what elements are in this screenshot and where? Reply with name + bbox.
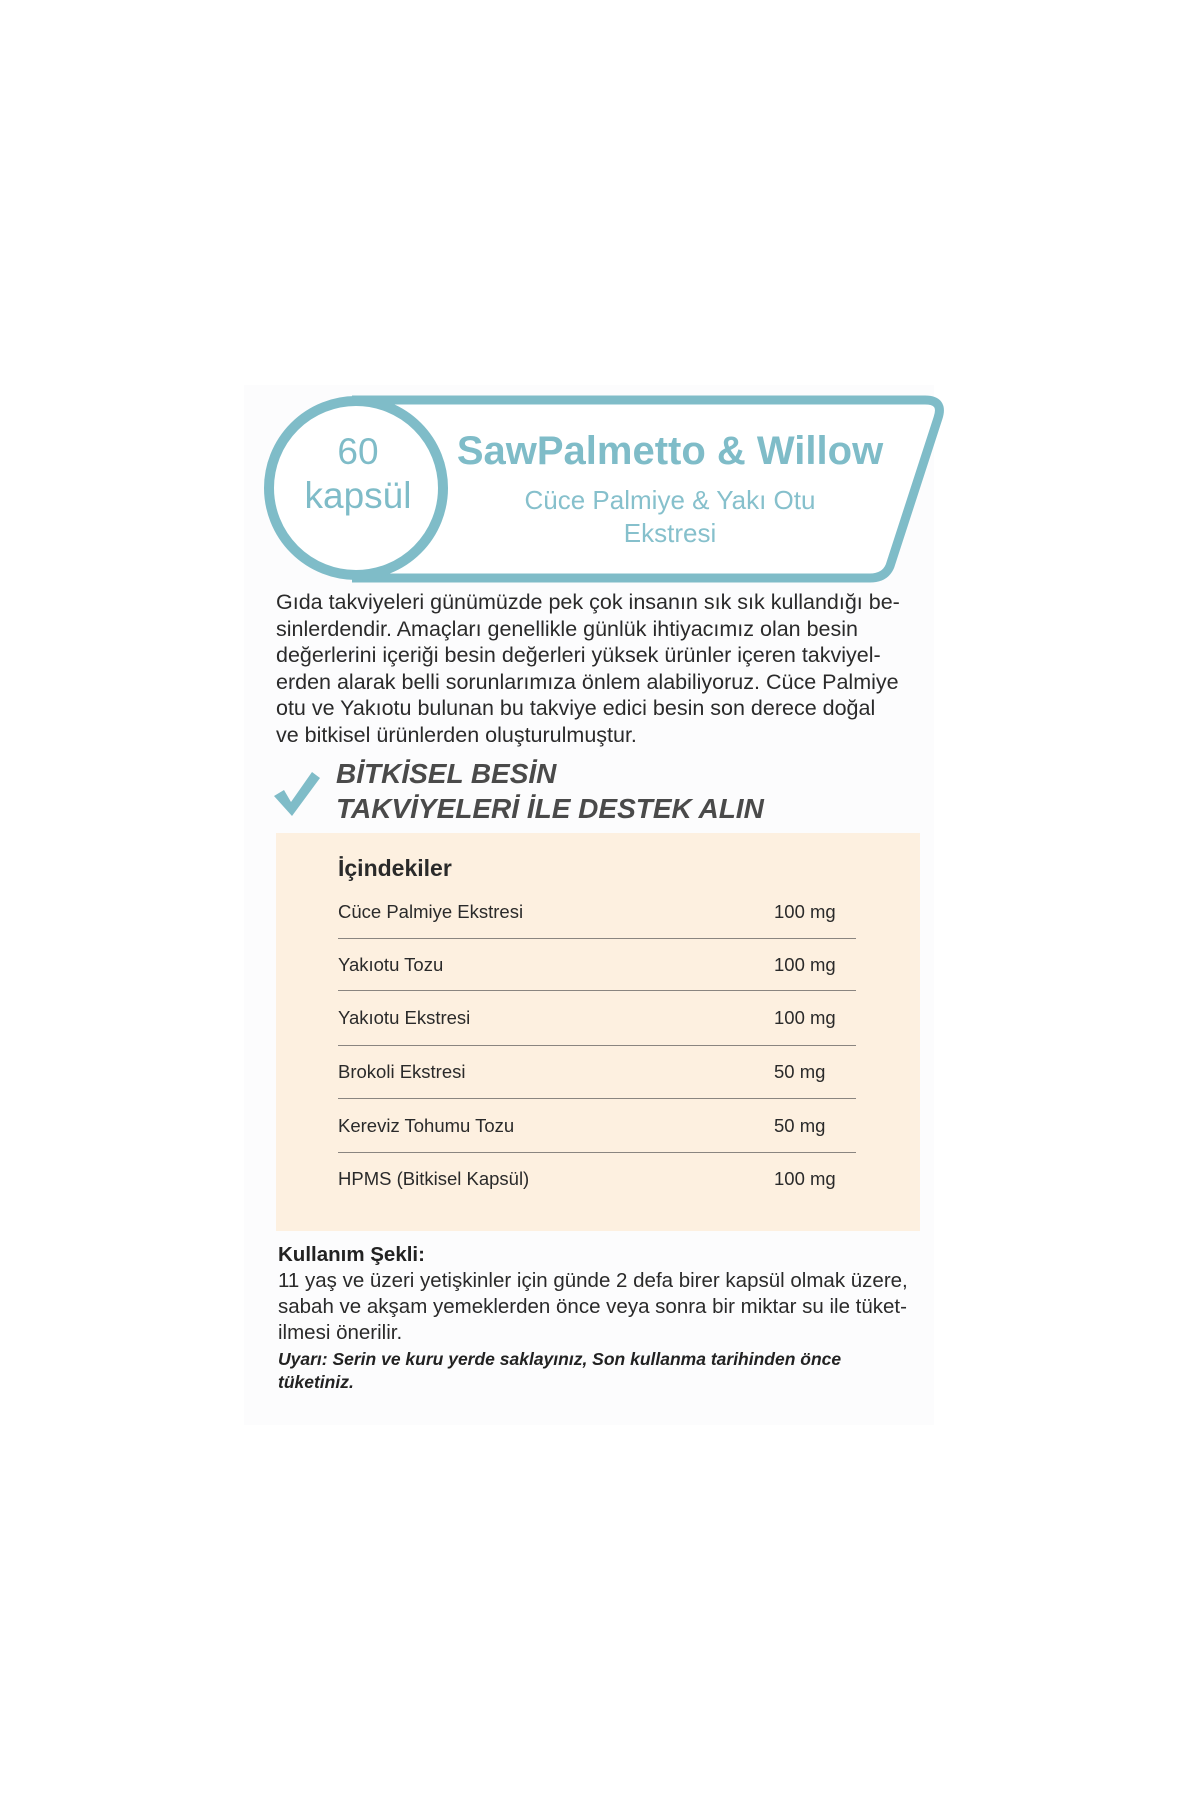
ingredients-title: İçindekiler <box>338 855 452 881</box>
ingredients-box <box>276 833 920 1231</box>
product-subtitle <box>470 484 870 550</box>
usage-line: ilmesi önerilir. <box>278 1321 403 1344</box>
intro-line: ve bitkisel ürünlerden oluşturulmuştur. <box>276 722 637 747</box>
ingredient-amount: 50 mg <box>774 1115 826 1136</box>
capsule-count-number: 60 <box>337 431 379 472</box>
ingredient-row <box>338 938 856 990</box>
intro-line: otu ve Yakıotu bulunan bu takviye edici besin son derece doğal <box>276 696 876 720</box>
intro-line: Gıda takviyeleri günümüzde pek çok insanın sık sık kullandığı be- <box>276 590 900 614</box>
usage-title: Kullanım Şekli: <box>278 1243 425 1266</box>
capsule-count <box>268 430 448 518</box>
ingredient-row <box>338 1152 856 1204</box>
usage-line: 11 yaş ve üzeri yetişkinler için günde 2 defa birer kapsül olmak üzere, <box>278 1269 908 1292</box>
ingredient-row <box>338 885 856 937</box>
ingredient-name: Yakıotu Ekstresi <box>338 1007 471 1028</box>
warning-line: Uyarı: Serin ve kuru yerde saklayınız, Son kullanma tarihinden önce <box>278 1349 842 1369</box>
ingredient-row <box>338 1099 856 1151</box>
warning-text <box>278 1348 928 1394</box>
ingredient-amount: 100 mg <box>774 954 836 975</box>
ingredient-name: Brokoli Ekstresi <box>338 1061 466 1082</box>
ingredient-name: Yakıotu Tozu <box>338 954 444 975</box>
ingredient-amount: 50 mg <box>774 1061 826 1082</box>
ingredient-amount: 100 mg <box>774 1007 836 1028</box>
intro-paragraph <box>276 589 922 748</box>
section-heading-line: TAKVİYELERİ İLE DESTEK ALIN <box>336 793 764 824</box>
section-heading-line: BİTKİSEL BESİN <box>336 758 557 789</box>
warning-line: tüketiniz. <box>278 1372 354 1392</box>
capsule-count-unit: kapsül <box>304 475 412 516</box>
usage-text <box>278 1268 928 1346</box>
intro-line: değerlerini içeriği besin değerleri yüksek ürünler içeren takviyel- <box>276 643 881 667</box>
intro-line: sinlerdendir. Amaçları genellikle günlük ihtiyacımız olan besin <box>276 616 859 641</box>
ingredient-row <box>338 1045 856 1097</box>
ingredient-name: HPMS (Bitkisel Kapsül) <box>338 1168 530 1189</box>
check-icon <box>270 768 322 820</box>
section-heading <box>336 756 764 826</box>
ingredient-name: Kereviz Tohumu Tozu <box>338 1115 515 1136</box>
ingredient-amount: 100 mg <box>774 901 836 922</box>
usage-line: sabah ve akşam yemeklerden önce veya sonra bir miktar su ile tüket- <box>278 1295 907 1318</box>
ingredient-row <box>338 991 856 1043</box>
ingredient-name: Cüce Palmiye Ekstresi <box>338 901 524 922</box>
intro-line: erden alarak belli sorunlarımıza önlem alabiliyoruz. Cüce Palmiye <box>276 669 899 694</box>
ingredient-amount: 100 mg <box>774 1168 836 1189</box>
product-subtitle-line: Cüce Palmiye & Yakı Otu <box>524 485 816 515</box>
product-title: SawPalmetto & Willow <box>456 429 884 473</box>
product-subtitle-line: Ekstresi <box>623 518 717 548</box>
